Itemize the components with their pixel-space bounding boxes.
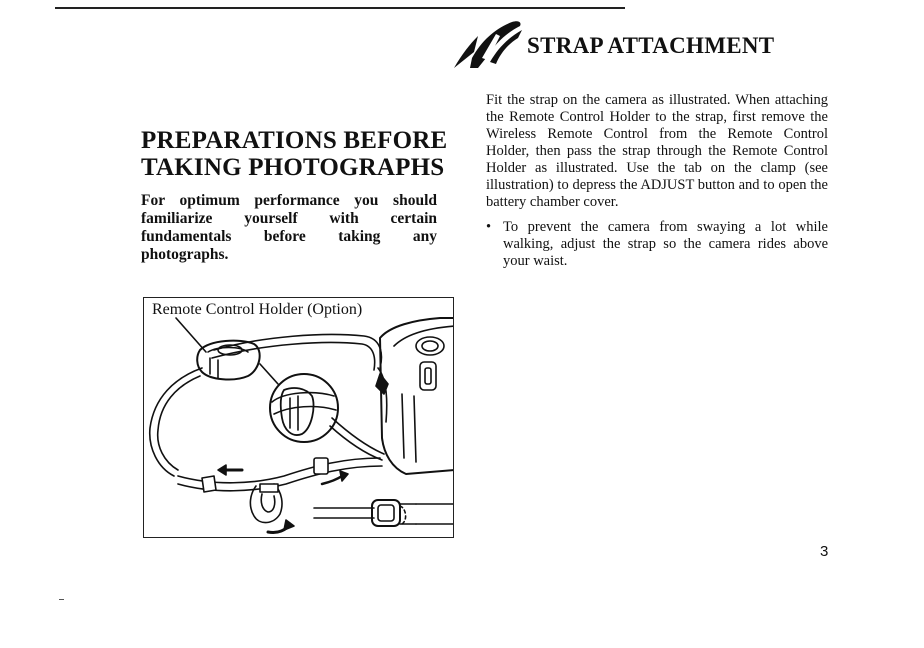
section-title: STRAP ATTACHMENT xyxy=(527,33,775,58)
strap-ribbon-icon xyxy=(452,18,524,70)
page-title-line-2: TAKING PHOTOGRAPHS xyxy=(141,154,445,181)
camera-strap-illustration xyxy=(144,298,454,538)
top-rule xyxy=(55,7,625,9)
page-title xyxy=(141,127,451,181)
bullet-item xyxy=(486,219,828,270)
margin-mark xyxy=(59,599,64,600)
intro-text: For optimum performance you should familiarize yourself with certain fundamentals before taking any photographs. xyxy=(141,192,437,263)
page-title-line-1: PREPARATIONS BEFORE xyxy=(141,127,448,154)
figure-caption: Remote Control Holder (Option) xyxy=(152,301,363,318)
bullet-icon: • xyxy=(486,219,492,235)
strap-illustration-figure xyxy=(143,297,454,538)
page-number: 3 xyxy=(820,543,829,560)
bullet-text: To prevent the camera from swaying a lot while walking, adjust the strap so the camera rides above your waist. xyxy=(503,219,828,269)
strap-instructions: Fit the strap on the camera as illustrated. When attaching the Remote Control Holder to the strap, first remove the Wireless Remote Control from the Remote Control Holder, then pass the strap through the Remote Control Holder as illustrated. Use the tab on the clamp (see illustration) to depress the ADJUST button and to open the battery chamber cover. xyxy=(486,92,828,210)
